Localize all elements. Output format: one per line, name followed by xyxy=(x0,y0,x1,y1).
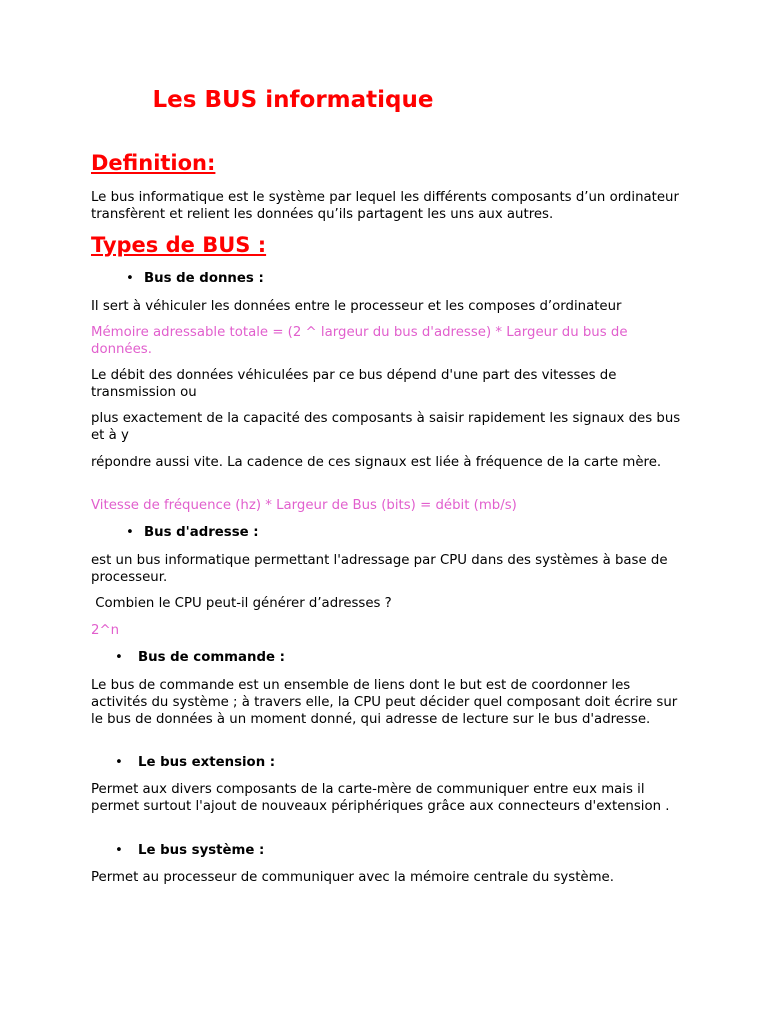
page-title: Les BUS informatique xyxy=(152,87,434,113)
bus-commande-label: Bus de commande : xyxy=(138,650,285,665)
types-heading: Types de BUS : xyxy=(91,233,267,257)
bullet-dot: • xyxy=(115,755,123,770)
bullet-bus-extension xyxy=(115,754,275,771)
bullet-dot: • xyxy=(115,650,123,665)
bus-adresse-text: est un bus informatique permettant l'adressage par CPU dans des systèmes à base de processeur. xyxy=(91,553,668,585)
bullet-bus-adresse xyxy=(126,524,259,541)
bus-donnees-formula-1: Mémoire adressable totale = (2 ^ largeur du bus d'adresse) * Largeur du bus de données. xyxy=(91,325,628,357)
bullet-dot: • xyxy=(126,271,134,286)
bus-systeme-text: Permet au processeur de communiquer avec la mémoire centrale du système. xyxy=(91,870,614,885)
bus-donnees-formula-2: Vitesse de fréquence (hz) * Largeur de Bus (bits) = débit (mb/s) xyxy=(91,498,517,513)
bus-donnees-text-2: Le débit des données véhiculées par ce bus dépend d'une part des vitesses de transmission ou xyxy=(91,368,617,400)
bullet-dot: • xyxy=(115,843,123,858)
bus-adresse-label: Bus d'adresse : xyxy=(144,525,259,540)
bus-adresse-answer: 2^n xyxy=(91,623,120,638)
bullet-dot: • xyxy=(126,525,134,540)
bus-extension-text: Permet aux divers composants de la carte-mère de communiquer entre eux mais il permet surtout l'ajout de nouveaux périphériques grâce aux connecteurs d'extension . xyxy=(91,782,670,814)
bus-donnees-label: Bus de donnes : xyxy=(144,271,264,286)
bus-adresse-question: Combien le CPU peut-il générer d’adresses ? xyxy=(91,596,392,611)
bullet-bus-commande xyxy=(115,649,285,666)
bullet-bus-donnees xyxy=(126,270,264,287)
bus-extension-label: Le bus extension : xyxy=(138,755,276,770)
bus-commande-text: Le bus de commande est un ensemble de liens dont le but est de coordonner les activités du système ; à travers elle, la CPU peut décider quel composant doit écrire sur le bus de données à un moment donné, qui adresse de lecture sur le bus d'adresse. xyxy=(91,678,678,727)
bus-donnees-text-1: Il sert à véhiculer les données entre le processeur et les composes d’ordinateur xyxy=(91,299,622,314)
bullet-bus-systeme xyxy=(115,842,264,859)
definition-heading: Definition: xyxy=(91,151,216,175)
bus-systeme-label: Le bus système : xyxy=(138,843,265,858)
definition-text: Le bus informatique est le système par lequel les différents composants d’un ordinateur transfèrent et relient les données qu’ils partagent les uns aux autres. xyxy=(91,190,679,222)
bus-donnees-text-4: répondre aussi vite. La cadence de ces signaux est liée à fréquence de la carte mère. xyxy=(91,455,662,470)
bus-donnees-text-3: plus exactement de la capacité des composants à saisir rapidement les signaux des bus et à y xyxy=(91,411,681,443)
